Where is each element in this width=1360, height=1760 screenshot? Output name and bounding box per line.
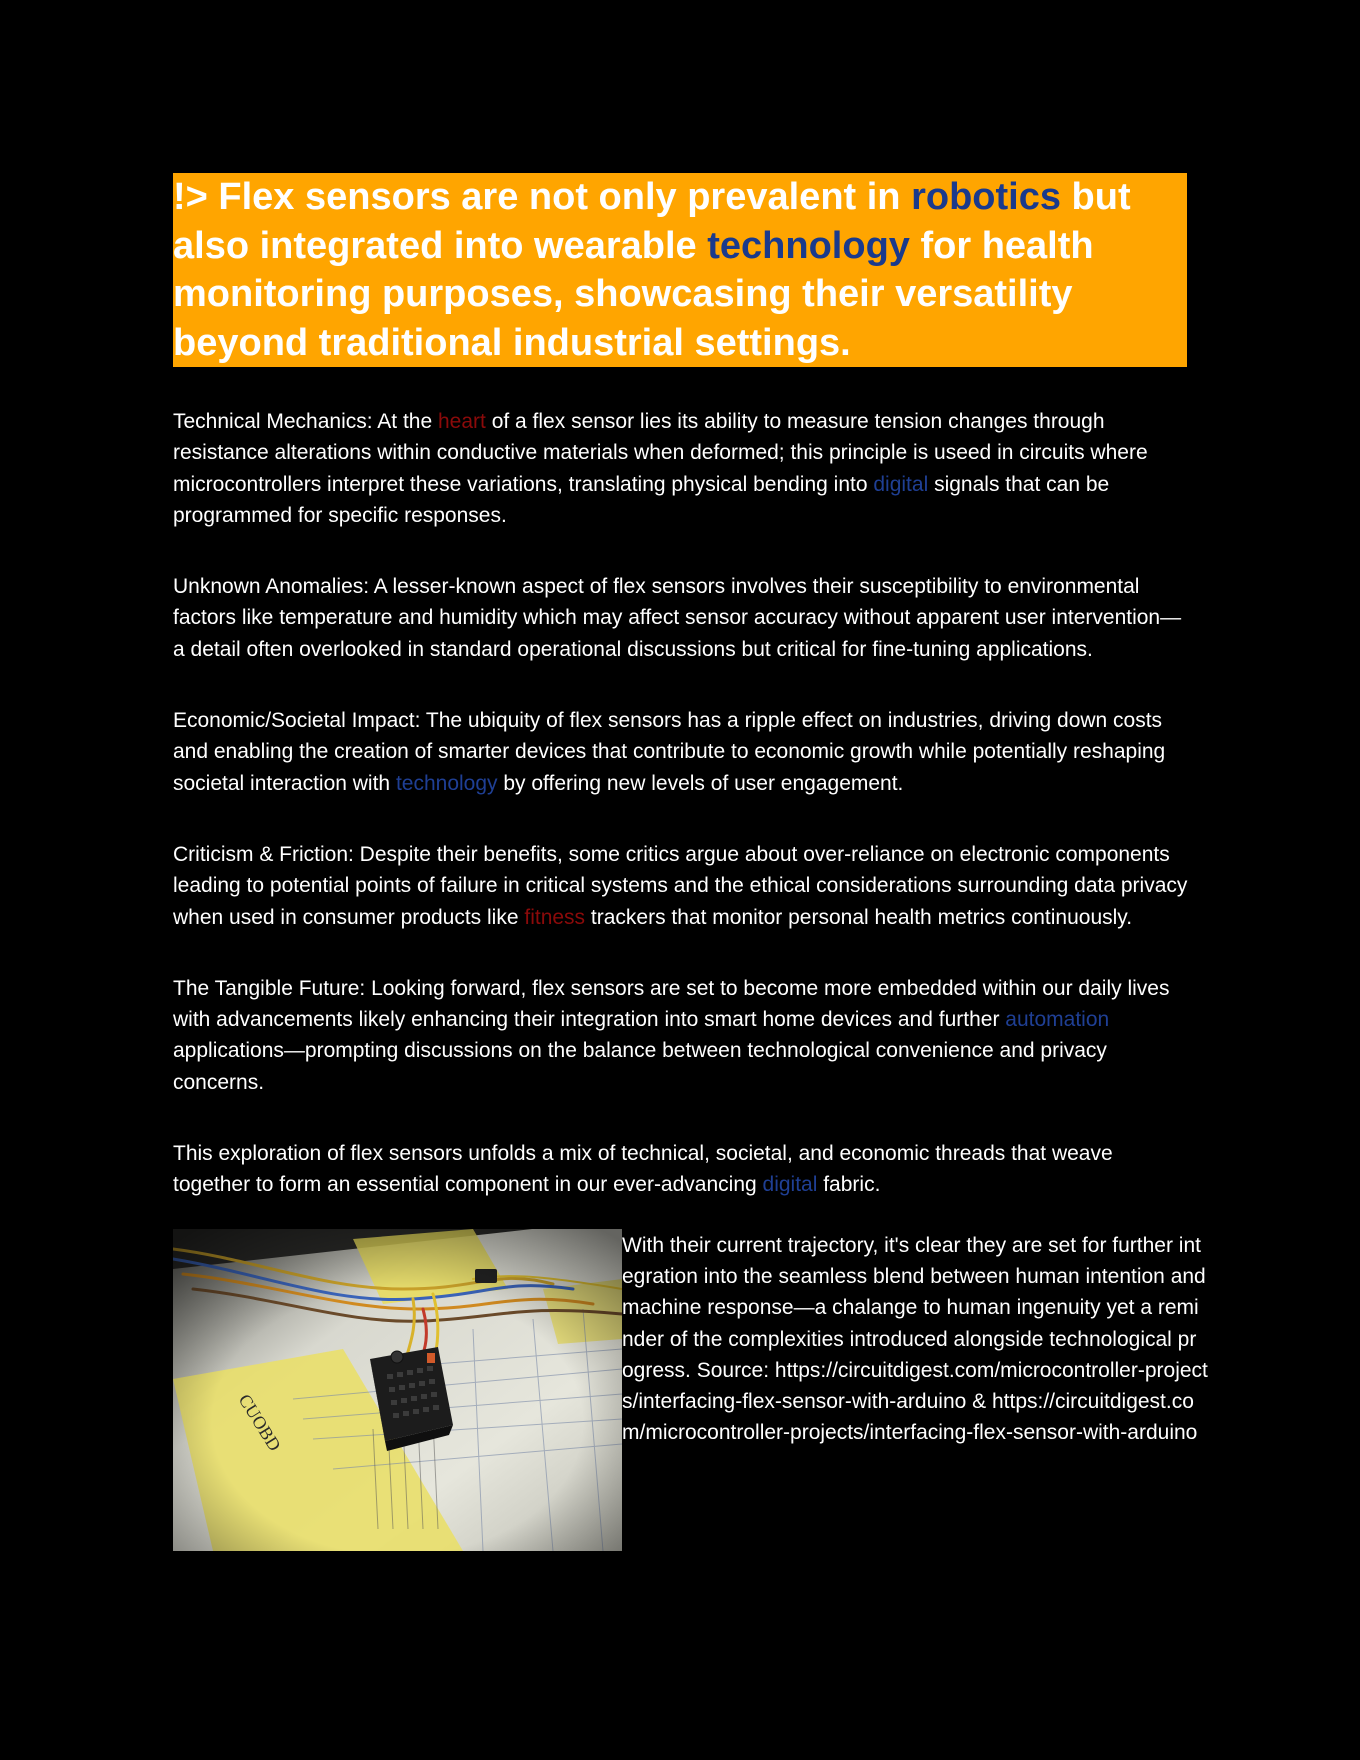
paragraph-unknown-anomalies [173,571,1188,665]
paragraph-text: of a flex sensor lies its ability to measure tension changes through resistance alterations within conductive materials when deformed; this principle is useed in circuits where microcontrollers interpret these variations, translating physical bending into [173,410,1148,496]
paragraph-criticism-friction [173,839,1188,933]
paragraph-text: This exploration of flex sensors unfolds a mix of technical, societal, and economic threads that weave together to form an essential component in our ever-advancing [173,1142,1113,1197]
paragraph-text: applications—prompting discussions on the balance between technological convenience and privacy concerns. [173,1039,1107,1094]
link-digital[interactable]: digital [873,472,929,496]
paragraph-text: Technical Mechanics: At the [173,410,438,433]
link-digital-fabric[interactable]: digital [762,1173,818,1197]
connector-photo [173,1229,622,1551]
link-fitness[interactable]: fitness [524,905,586,929]
paragraph-text: The Tangible Future: Looking forward, flex sensors are set to become more embedded within our daily lives with advancements likely enhancing their integration into smart home devices and further [173,976,1170,1032]
paragraph-text: Economic/Societal Impact: The ubiquity of flex sensors has a ripple effect on industries, driving down costs and enabling the creation of smarter devices that contribute to economic growth while potentially reshaping societal interaction with [173,709,1166,795]
headline-banner [173,173,1187,367]
headline-keyword-technology: technology [707,224,910,267]
connector-photo-illustration [173,1229,622,1551]
headline-text-part2: but also integrated into wearable [173,176,1131,267]
paragraph-text: signals that can be programmed for specific responses. [173,472,1110,527]
link-technology[interactable]: technology [395,771,498,795]
headline-text-part1: !> Flex sensors are not only prevalent in [173,176,912,218]
source-paragraph: With their current trajectory, it's clear they are set for further integration into the seamless blend between human intention and machine response—a chalange to human ingenuity yet a reminder of the complexities introduced alongside technological progress. Source: https://circuitdigest.com/microcontroller-projects/interfacing-flex-sensor-with-arduino & https://circuitdigest.com/microcontroller-projects/interfacing-flex-sensor-with-arduino [622,1233,1208,1445]
paragraph-text: Criticism & Friction: Despite their benefits, some critics argue about over-reliance on electronic components leading to potential points of failure in critical systems and the ethical considerations surrounding data privacy when used in consumer products like [173,842,1188,929]
paragraph-text: by offering new levels of user engagement. [497,771,904,795]
link-heart[interactable]: heart [437,410,486,433]
paragraph-exploration [173,1138,1188,1201]
figure-row [173,1229,1208,1551]
headline-keyword-robotics: robotics [911,176,1061,218]
paragraph-tangible-future [173,973,1188,1098]
article-content [173,173,1208,1551]
link-automation[interactable]: automation [1005,1008,1110,1032]
paragraph-text: Unknown Anomalies: A lesser-known aspect of flex sensors involves their susceptibility to environmental factors like temperature and humidity which may affect sensor accuracy without apparent user intervention—a detail often overlooked in standard operational discussions but critical for fine-tuning applications. [173,575,1182,661]
headline-text-part3: for health monitoring purposes, showcasing their versatility beyond traditional industrial settings. [173,224,1094,364]
paragraph-text: trackers that monitor personal health metrics continuously. [585,905,1133,929]
paragraph-economic-impact [173,705,1188,799]
paragraph-text: fabric. [817,1173,881,1197]
paragraph-technical-mechanics [173,406,1188,531]
